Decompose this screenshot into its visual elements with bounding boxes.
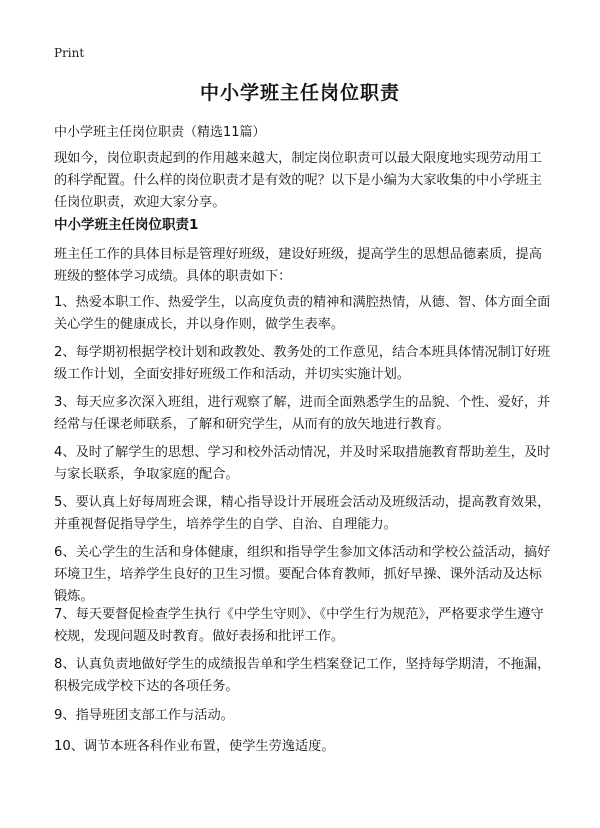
duty-item: 3、每天应多次深入班组，进行观察了解，进而全面熟悉学生的品貌、个性、爱好，并经常与任课老师联系，了解和研究学生，从而有的放矢地进行教育。 [54, 395, 551, 432]
print-link[interactable]: Print [54, 46, 85, 60]
duty-item: 1、热爱本职工作、热爱学生，以高度负责的精神和满腔热情，从德、智、体方面全面关心学生的健康成长，并以身作则，做学生表率。 [54, 295, 551, 332]
section-intro-paragraph: 班主任工作的具体目标是管理好班级，建设好班级，提高学生的思想品德素质，提高班级的整体学习成绩。具体的职责如下： [54, 247, 542, 284]
duty-item: 4、及时了解学生的思想、学习和校外活动情况，并及时采取措施教育帮助差生，及时与家长联系，争取家庭的配合。 [54, 445, 551, 482]
duty-4-block [54, 442, 554, 486]
section-heading: 中小学班主任岗位职责1 [54, 217, 199, 233]
section-intro-block [54, 244, 554, 288]
duty-1-block [54, 292, 554, 336]
duty-8-block [54, 654, 554, 698]
page-title: 中小学班主任岗位职责 [199, 82, 400, 104]
article-subtitle: 中小学班主任岗位职责（精选11篇） [54, 125, 266, 140]
duty-6-block [54, 542, 554, 608]
duty-9-block [54, 705, 554, 727]
duty-5-block [54, 492, 554, 536]
duty-item: 5、要认真上好每周班会课，精心指导设计开展班会活动及班级活动，提高教育效果，并重视督促指导学生，培养学生的自学、自治、自理能力。 [54, 495, 551, 532]
duty-item: 8、认真负责地做好学生的成绩报告单和学生档案登记工作，坚持每学期清，不拖漏，积极完成学校下达的各项任务。 [54, 657, 551, 694]
intro-paragraph: 现如今，岗位职责起到的作用越来越大，制定岗位职责可以最大限度地实现劳动用工的科学配置。什么样的岗位职责才是有效的呢？以下是小编为大家收集的中小学班主任岗位职责，欢迎大家分享。 [54, 151, 542, 210]
duty-2-block [54, 342, 554, 386]
duty-item: 10、调节本班各科作业布置，使学生劳逸适度。 [54, 739, 335, 754]
duty-item: 2、每学期初根据学校计划和政教处、教务处的工作意见，结合本班具体情况制订好班级工作计划，全面安排好班级工作和活动，并切实实施计划。 [54, 345, 551, 382]
duty-7-block [54, 604, 554, 648]
duty-item: 9、指导班团支部工作与活动。 [54, 708, 234, 723]
intro-block [54, 148, 554, 214]
duty-item: 7、每天要督促检查学生执行《中学生守则》、《中学生行为规范》，严格要求学生遵守校规，发现问题及时教育。做好表扬和批评工作。 [54, 607, 544, 644]
duty-10-block [54, 736, 554, 758]
duty-item: 6、关心学生的生活和身体健康，组织和指导学生参加文体活动和学校公益活动，搞好环境卫生，培养学生良好的卫生习惯。要配合体育教师，抓好早操、课外活动及达标锻炼。 [54, 545, 551, 604]
duty-3-block [54, 392, 554, 436]
